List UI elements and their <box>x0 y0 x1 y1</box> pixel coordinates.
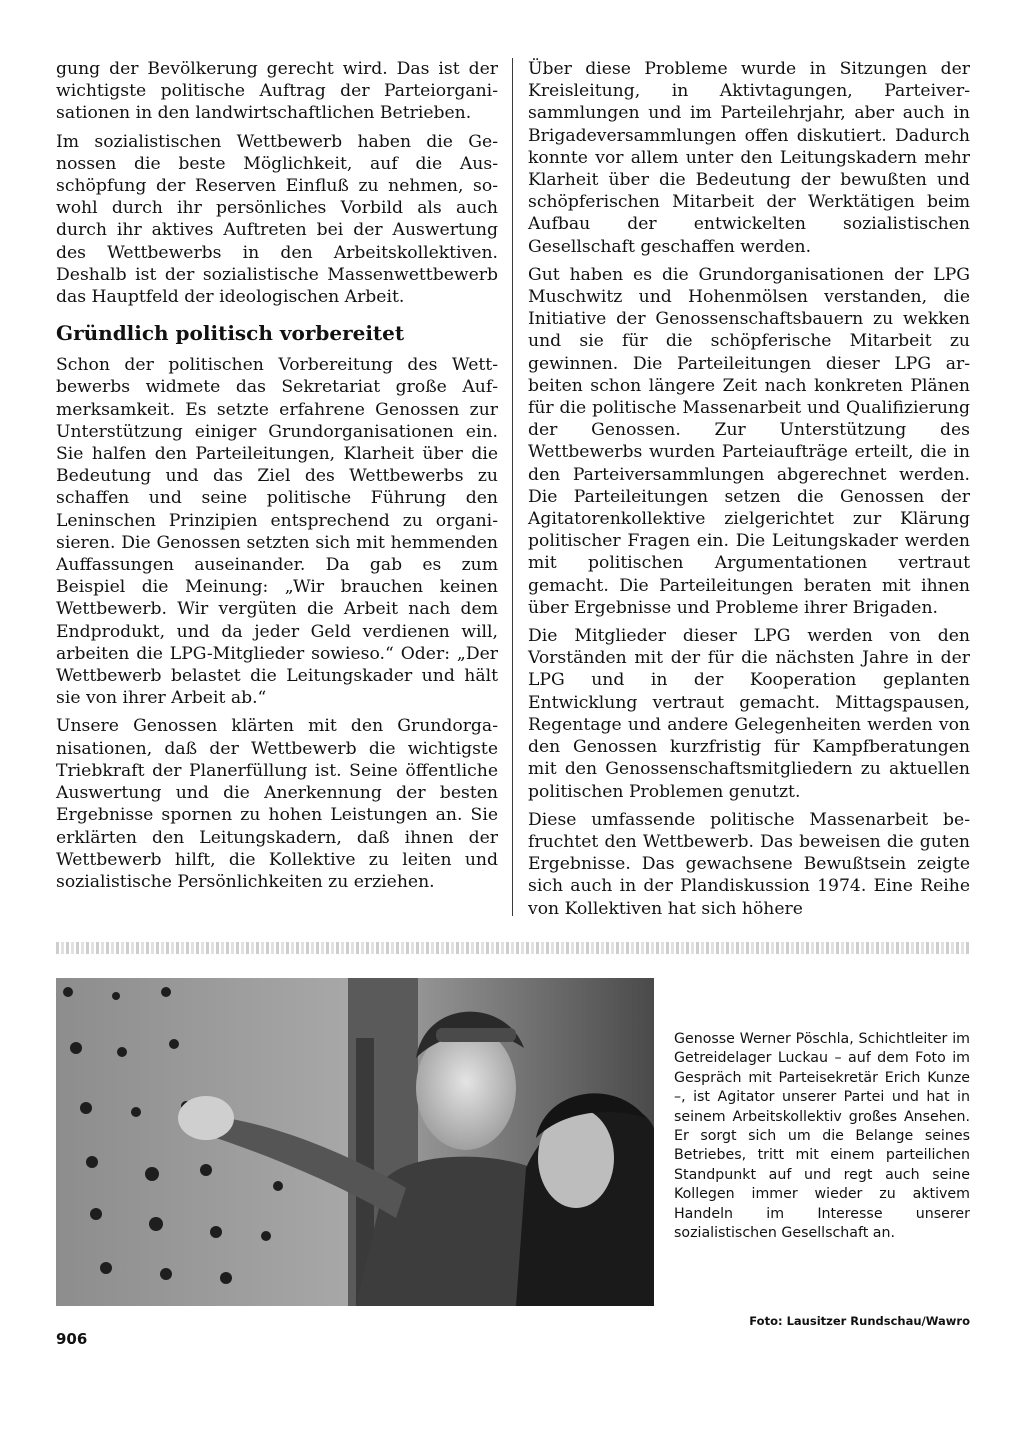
paragraph: Im sozialistischen Wettbewerb haben die Genossen die beste Möglichkeit, auf die Ausschöpfung der Reserven Einfluß zu nehmen, sowohl durch ihr persönliches Vorbild als auch durch ihr aktives Auftreten bei der Auswertung des Wettbewerbs in den Arbeitskollektiven. Deshalb ist der sozialistische Massenwettbewerb das Hauptfeld der ideologischen Arbeit. <box>56 131 498 308</box>
decorative-rule <box>56 942 970 954</box>
photo-caption: Genosse Werner Pöschla, Schichtleiter im Getreidelager Luckau – auf dem Foto im Gespräch mit Parteisekretär Erich Kunze –, ist Agitator unserer Partei und hat in seinem Arbeitskollektiv großes Ansehen. Er sorgt sich um die Belange seines Betriebes, tritt mit einem parteilichen Standpunkt auf und regt auch seine Kollegen immer wieder zu aktivem Handeln im Interesse unserer sozialistischen Gesellschaft an. <box>674 1031 970 1242</box>
section-heading: Gründlich politisch vorbereitet <box>56 321 405 346</box>
paragraph: gung der Bevölkerung gerecht wird. Das ist der wichtigste politische Auftrag der Parteiorganisationen in den landwirtschaftlichen Betrieben. <box>56 59 498 124</box>
paragraph: Über diese Probleme wurde in Sitzungen der Kreisleitung, in Aktivtagungen, Parteiversammlungen und im Parteilehrjahr, aber auch in Brigadeversammlungen offen diskutiert. Dadurch konnte vor allem unter den Leitungskadern mehr Klarheit über die Bedeutung der bewußten und schöpferischen Mitarbeit der Werktätigen beim Aufbau der entwickelten sozialistischen Gesellschaft geschaffen werden. <box>528 59 970 257</box>
paragraph: Gut haben es die Grundorganisationen der LPG Muschwitz und Hohenmölsen verstanden, die Initiative der Genossenschaftsbauern zu wekken und sie für die schöpferische Mitarbeit zu gewinnen. Die Parteileitungen dieser LPG arbeiten schon längere Zeit nach konkreten Plänen für die politische Massenarbeit und Qualifizierung der Genossen. Zur Unterstützung des Wettbewerbs wurden Parteiaufträge erteilt, die in den Parteiversammlungen abgerechnet werden. Die Parteileitungen setzen die Genossen der Agitatorenkollektive zielgerichtet zur Klärung politischer Fragen ein. Die Leitungskader werden mit politischen Argumentationen vertraut gemacht. Die Parteileitungen beraten mit ihnen über Ergebnisse und Probleme ihrer Brigaden. <box>528 264 970 618</box>
paragraph: Diese umfassende politische Massenarbeit befruchtet den Wettbewerb. Das beweisen die guten Ergebnisse. Das gewachsene Bewußtsein zeigte sich auch in der Plandiskussion 1974. Eine Reihe von Kollektiven hat sich höhere <box>528 809 970 919</box>
left-column <box>56 58 498 899</box>
photo-credit: Foto: Lausitzer Rundschau/Wawro <box>749 1314 970 1328</box>
right-column <box>528 58 970 926</box>
photo-two-men-at-control-panel <box>56 978 654 1306</box>
paragraph: Unsere Genossen klärten mit den Grundorganisationen, daß der Wettbewerb die wichtigste Triebkraft der Planerfüllung ist. Seine öffentliche Auswertung und die Anerkennung der besten Ergebnisse spornen zu hohen Leistungen an. Sie erklärten den Leitungskadern, daß ihnen der Wettbewerb hilft, die Kollektive zu leiten und sozialistische Persönlichkeiten zu erziehen. <box>56 716 498 892</box>
column-divider <box>512 58 513 916</box>
page-number: 906 <box>56 1330 88 1348</box>
paragraph: Schon der politischen Vorbereitung des Wettbewerbs widmete das Sekretariat große Aufmerksamkeit. Es setzte erfahrene Genossen zur Unterstützung einiger Grundorganisationen ein. Sie halfen den Parteileitungen, Klarheit über die Bedeutung und das Ziel des Wettbewerbs zu schaffen und seine politische Führung den Leninschen Prinzipien entsprechend zu organisieren. Die Genossen setzten sich mit hemmenden Auffassungen auseinander. Da gab es zum Beispiel die Meinung: „Wir brauchen keinen Wettbewerb. Wir vergüten die Arbeit nach dem Endprodukt, und da jeder Geld verdienen will, arbeiten die LPG-Mitglieder sowieso.“ Oder: „Der Wettbewerb belastet die Leitungskader und hält sie von ihrer Arbeit ab.“ <box>56 355 498 709</box>
paragraph: Die Mitglieder dieser LPG werden von den Vorständen mit der für die nächsten Jahre in der LPG und in der Kooperation geplanten Entwicklung vertraut gemacht. Mittagspausen, Regentage und andere Gelegenheiten werden von den Genossen kurzfristig für Kampfberatungen mit den Genossenschaftsmitgliedern zu aktuellen politischen Problemen genutzt. <box>528 626 970 802</box>
